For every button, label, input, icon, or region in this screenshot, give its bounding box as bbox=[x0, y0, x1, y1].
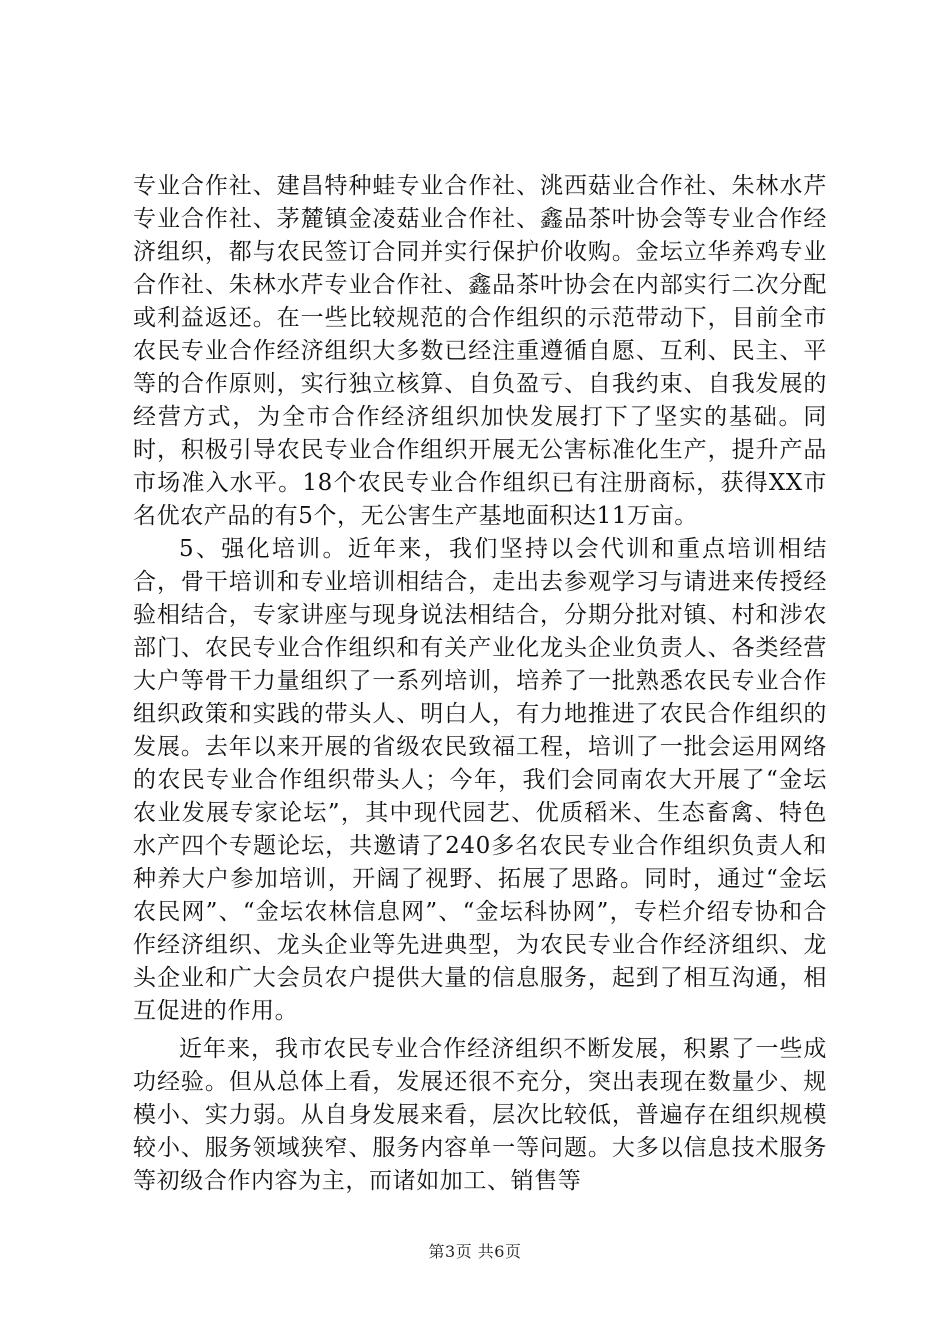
paragraph-cooperatives-contracts: 专业合作社、建昌特种蛙专业合作社、洮西菇业合作社、朱林水芹专业合作社、茅麓镇金凌菇业合作社、鑫品茶叶协会等专业合作经济组织，都与农民签订合同并实行保护价收购。金坛立华养鸡专业合作社、朱林水芹专业合作社、鑫品茶叶协会在内部实行二次分配或利益返还。在一些比较规范的合作组织的示范带动下，目前全市农民专业合作经济组织大多数已经注重遵循自愿、互利、民主、平等的合作原则，实行独立核算、自负盈亏、自我约束、自我发展的经营方式，为全市合作经济组织加快发展打下了坚实的基础。同时，积极引导农民专业合作组织开展无公害标准化生产，提升产品市场准入水平。18个农民专业合作组织已有注册商标，获得XX市名优农产品的有5个，无公害生产基地面积达11万亩。 bbox=[133, 173, 827, 529]
page-number-footer: 第3页 共6页 bbox=[428, 1242, 522, 1261]
paragraph-training: 5、强化培训。近年来，我们坚持以会代训和重点培训相结合，骨干培训和专业培训相结合，走出去参观学习与请进来传授经验相结合，专家讲座与现身说法相结合，分期分批对镇、村和涉农部门、农民专业合作组织和有关产业化龙头企业负责人、各类经营大户等骨干力量组织了一系列培训，培养了一批熟悉农民专业合作组织政策和实践的带头人、明白人，有力地推进了农民合作组织的发展。去年以来开展的省级农民致福工程，培训了一批会运用网络的农民专业合作组织带头人；今年，我们会同南农大开展了“金坛农业发展专家论坛”，其中现代园艺、优质稻米、生态畜禽、特色水产四个专题论坛，共邀请了240多名农民专业合作组织负责人和种养大户参加培训，开阔了视野、拓展了思路。同时，通过“金坛农民网”、“金坛农林信息网”、“金坛科协网”，专栏介绍专协和合作经济组织、龙头企业等先进典型，为农民专业合作经济组织、龙头企业和广大会员农户提供大量的信息服务，起到了相互沟通，相互促进的作用。 bbox=[133, 536, 827, 1024]
document-body bbox=[133, 170, 827, 1198]
paragraph-problems: 近年来，我市农民专业合作经济组织不断发展，积累了一些成功经验。但从总体上看，发展还很不充分，突出表现在数量少、规模小、实力弱。从自身发展来看，层次比较低，普遍存在组织规模较小、服务领域狭窄、服务内容单一等问题。大多以信息技术服务等初级合作内容为主，而诸如加工、销售等 bbox=[133, 1036, 827, 1194]
